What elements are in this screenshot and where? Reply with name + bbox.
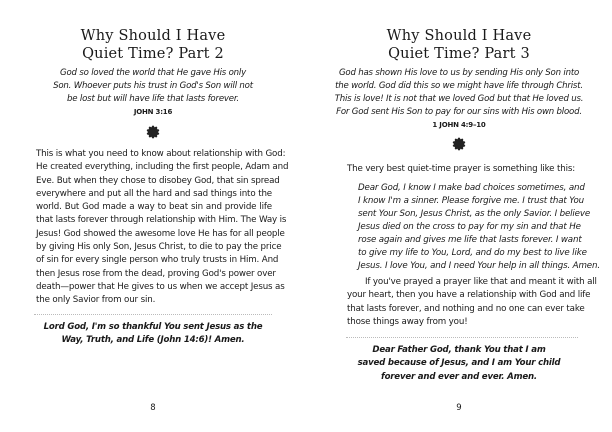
prayer-line: forever and ever and ever. Amen. [381,371,537,382]
body-line: everywhere and put all the hard and sad things into the [36,188,272,199]
page-title [0,27,306,63]
page-number: 9 [456,403,462,413]
prayer-line: saved because of Jesus, and I am Your child [357,358,561,369]
right-page [306,0,612,432]
body-line: He created everything, including the first people, Adam and [36,162,289,173]
prayer-line: to give my life to You, Lord, and do my best to live like [358,248,587,258]
scripture-verse [306,67,612,132]
dotted-divider [34,314,272,315]
body-paragraph [347,276,597,329]
verse-line: Son. Whoever puts his trust in God's Son will not [53,81,253,91]
body-line: those things away from you! [347,316,468,327]
prayer-line: sent Your Son, Jesus Christ, as the only Savior. I believe [358,209,591,219]
closing-prayer [306,344,612,384]
prayer-line: Dear God, I know I make bad choices sometimes, and [358,183,585,193]
sample-prayer [358,182,600,273]
body-line: that lasts forever, and nothing and no one can ever take [347,303,585,314]
verse-line: For God sent His Son to pay for our sins with His own blood. [336,107,582,117]
body-line: If you've prayed a prayer like that and meant it with all [365,277,597,287]
intro-text [347,163,583,176]
body-line: that lasts forever through relationship with Him. The Way is [36,215,287,226]
body-line: then Jesus rose from the dead, proving God's power over [36,268,276,279]
title-line: Why Should I Have [80,28,226,44]
page-number: 8 [150,403,156,413]
prayer-line: Jesus died on the cross to pay for my sin and that He [358,222,581,232]
body-line: your heart, then you have a relationship with God and life [347,290,591,301]
prayer-line: Lord God, I'm so thankful You sent Jesus as the [43,322,263,332]
body-line: by giving His only Son, Jesus Christ, to die to pay the price [36,242,282,253]
body-line: Eve. But when they chose to disobey God, that sin spread [36,175,280,186]
body-line: death—power that He gives to us when we accept Jesus as [36,281,285,292]
body-line: Jesus! God showed the awesome love He has for all people [36,228,285,239]
body-line: This is what you need to know about relationship with God: [36,149,286,159]
flower-ornament-icon [452,137,466,151]
verse-reference: 1 JOHN 4:9–10 [432,121,486,129]
dotted-divider [346,337,578,338]
verse-line: God has shown His love to us by sending His only Son into [338,68,580,78]
flower-ornament-icon [146,125,160,139]
page-title [306,27,612,63]
closing-prayer [0,321,306,348]
prayer-line: rose again and gives me life that lasts forever. I want [358,235,582,245]
prayer-line: Dear Father God, thank You that I am [372,345,546,355]
title-line: Quiet Time? Part 2 [82,46,224,62]
body-line: of sin for every single person who truly trusts in Him. And [36,255,279,266]
verse-reference: JOHN 3:16 [133,108,173,116]
body-paragraph [36,148,289,308]
prayer-line: Way, Truth, and Life (John 14:6)! Amen. [61,335,245,346]
scripture-verse [0,67,306,119]
verse-line: the world. God did this so we might have life through Christ. [335,81,583,91]
body-line: The very best quiet-time prayer is something like this: [347,164,576,174]
verse-line: be lost but will have life that lasts forever. [67,94,239,104]
body-line: the only Savior from our sin. [36,295,156,306]
title-line: Quiet Time? Part 3 [388,46,530,62]
title-line: Why Should I Have [386,28,532,44]
prayer-line: Jesus. I love You, and I need Your help in all things. Amen. [358,261,600,271]
verse-line: God so loved the world that He gave His only [60,68,246,78]
prayer-line: I know I'm a sinner. Please forgive me. I trust that You [358,196,584,206]
body-line: world. But God made a way to beat sin and provide life [36,202,272,213]
verse-line: This is love! It is not that we loved God but that He loved us. [334,94,584,104]
